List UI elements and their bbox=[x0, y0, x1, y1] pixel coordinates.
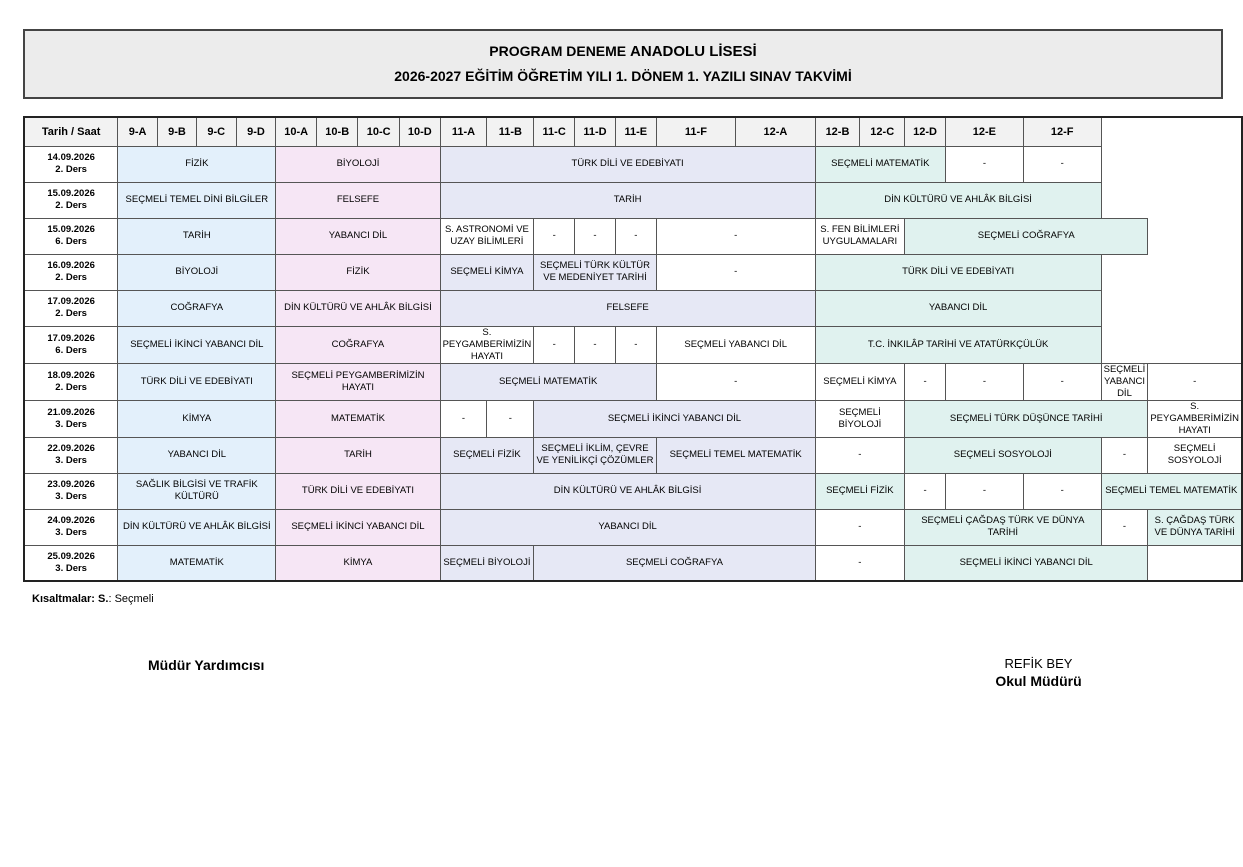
exam-period: 2. Ders bbox=[55, 200, 87, 211]
exam-subject-cell: T.C. İNKILÂP TARİHİ VE ATATÜRKÇÜLÜK bbox=[815, 326, 1101, 363]
exam-subject-cell: FELSEFE bbox=[276, 182, 440, 218]
table-row bbox=[24, 509, 1242, 545]
school-title-name: ANADOLU LİSESİ bbox=[630, 43, 757, 60]
exam-date: 24.09.2026 bbox=[47, 515, 95, 526]
exam-subject-cell: S. ASTRONOMİ VE UZAY BİLİMLERİ bbox=[440, 218, 534, 254]
exam-subject-cell: SEÇMELİ ÇAĞDAŞ TÜRK VE DÜNYA TARİHİ bbox=[905, 509, 1102, 545]
date-cell bbox=[24, 218, 118, 254]
exam-subject-cell: - bbox=[615, 326, 656, 363]
school-title bbox=[25, 43, 1221, 60]
exam-schedule-table bbox=[23, 116, 1243, 582]
exam-date: 14.09.2026 bbox=[47, 152, 95, 163]
column-header: 10-D bbox=[399, 117, 440, 146]
exam-subject-cell: SEÇMELİ MATEMATİK bbox=[815, 146, 945, 182]
exam-period: 6. Ders bbox=[55, 236, 87, 247]
exam-subject-cell: COĞRAFYA bbox=[118, 290, 276, 326]
exam-date: 15.09.2026 bbox=[47, 224, 95, 235]
date-cell bbox=[24, 437, 118, 473]
column-header: 12-C bbox=[860, 117, 905, 146]
exam-subject-cell: - bbox=[946, 363, 1024, 400]
exam-subject-cell: BİYOLOJİ bbox=[276, 146, 440, 182]
exam-subject-cell: DİN KÜLTÜRÜ VE AHLÂK BİLGİSİ bbox=[815, 182, 1101, 218]
exam-subject-cell: TARİH bbox=[440, 182, 815, 218]
exam-subject-cell: SEÇMELİ İKİNCİ YABANCI DİL bbox=[276, 509, 440, 545]
exam-subject-cell: COĞRAFYA bbox=[276, 326, 440, 363]
table-row bbox=[24, 400, 1242, 437]
exam-subject-cell: SEÇMELİ İKLİM, ÇEVRE VE YENİLİKÇİ ÇÖZÜMLER bbox=[534, 437, 656, 473]
exam-subject-cell: MATEMATİK bbox=[118, 545, 276, 581]
column-header: 10-B bbox=[316, 117, 357, 146]
exam-subject-cell: DİN KÜLTÜRÜ VE AHLÂK BİLGİSİ bbox=[276, 290, 440, 326]
exam-subject-cell: MATEMATİK bbox=[276, 400, 440, 437]
date-cell bbox=[24, 509, 118, 545]
corner-header: Tarih / Saat bbox=[24, 117, 118, 146]
exam-subject-cell: - bbox=[487, 400, 534, 437]
date-cell bbox=[24, 545, 118, 581]
exam-subject-cell: DİN KÜLTÜRÜ VE AHLÂK BİLGİSİ bbox=[440, 473, 815, 509]
exam-subject-cell: S. PEYGAMBERİMİZİN HAYATI bbox=[1148, 400, 1242, 437]
exam-subject-cell: TARİH bbox=[118, 218, 276, 254]
exam-subject-cell: - bbox=[656, 254, 815, 290]
exam-subject-cell: SEÇMELİ BİYOLOJİ bbox=[815, 400, 904, 437]
column-header: 12-E bbox=[946, 117, 1024, 146]
exam-subject-cell: SEÇMELİ KİMYA bbox=[440, 254, 534, 290]
exam-period: 2. Ders bbox=[55, 164, 87, 175]
column-header: 11-A bbox=[440, 117, 487, 146]
table-row bbox=[24, 545, 1242, 581]
exam-subject-cell: SEÇMELİ PEYGAMBERİMİZİN HAYATI bbox=[276, 363, 440, 400]
column-header: 9-D bbox=[236, 117, 276, 146]
exam-subject-cell: SEÇMELİ COĞRAFYA bbox=[534, 545, 815, 581]
principal-title: Okul Müdürü bbox=[995, 673, 1082, 689]
exam-subject-cell: - bbox=[905, 473, 946, 509]
column-header: 11-C bbox=[534, 117, 575, 146]
exam-subject-cell: SEÇMELİ TEMEL MATEMATİK bbox=[656, 437, 815, 473]
exam-subject-cell: - bbox=[1023, 146, 1101, 182]
column-header: 11-F bbox=[656, 117, 735, 146]
exam-subject-cell: SEÇMELİ KİMYA bbox=[815, 363, 904, 400]
exam-subject-cell: SEÇMELİ YABANCI DİL bbox=[1101, 363, 1148, 400]
exam-subject-cell: SEÇMELİ İKİNCİ YABANCI DİL bbox=[905, 545, 1148, 581]
exam-subject-cell: YABANCI DİL bbox=[276, 218, 440, 254]
exam-date: 17.09.2026 bbox=[47, 296, 95, 307]
exam-subject-cell: FİZİK bbox=[118, 146, 276, 182]
school-title-prefix: PROGRAM DENEME bbox=[489, 43, 627, 59]
exam-subject-cell: - bbox=[440, 400, 487, 437]
date-cell bbox=[24, 473, 118, 509]
exam-subject-cell: TÜRK DİLİ VE EDEBİYATI bbox=[440, 146, 815, 182]
exam-subject-cell: YABANCI DİL bbox=[815, 290, 1101, 326]
date-cell bbox=[24, 146, 118, 182]
exam-subject-cell: SEÇMELİ TEMEL MATEMATİK bbox=[1101, 473, 1242, 509]
exam-subject-cell: - bbox=[946, 473, 1024, 509]
column-header: 9-A bbox=[118, 117, 158, 146]
exam-subject-cell: - bbox=[534, 326, 575, 363]
column-header: 12-D bbox=[905, 117, 946, 146]
exam-subject-cell: - bbox=[575, 218, 616, 254]
exam-date: 25.09.2026 bbox=[47, 550, 95, 562]
exam-subject-cell: S. FEN BİLİMLERİ UYGULAMALARI bbox=[815, 218, 904, 254]
exam-subject-cell: - bbox=[1101, 437, 1148, 473]
exam-subject-cell: YABANCI DİL bbox=[118, 437, 276, 473]
exam-subject-cell: SEÇMELİ YABANCI DİL bbox=[656, 326, 815, 363]
column-header: 10-C bbox=[358, 117, 399, 146]
exam-calendar-title: 2026-2027 EĞİTİM ÖĞRETİM YILI 1. DÖNEM 1. YAZILI SINAV TAKVİMİ bbox=[394, 68, 852, 84]
exam-subject-cell: - bbox=[1148, 363, 1242, 400]
column-header: 9-C bbox=[196, 117, 236, 146]
exam-subject-cell: SEÇMELİ TEMEL DİNİ BİLGİLER bbox=[118, 182, 276, 218]
exam-date: 18.09.2026 bbox=[47, 369, 95, 381]
exam-subject-cell: - bbox=[575, 326, 616, 363]
exam-subject-cell: - bbox=[815, 545, 904, 581]
exam-subject-cell: FELSEFE bbox=[440, 290, 815, 326]
table-row bbox=[24, 326, 1242, 363]
table-row bbox=[24, 473, 1242, 509]
exam-subject-cell: TARİH bbox=[276, 437, 440, 473]
abbreviation-key: S. bbox=[98, 593, 109, 605]
exam-period: 3. Ders bbox=[55, 418, 87, 430]
date-cell bbox=[24, 182, 118, 218]
exam-subject-cell: KİMYA bbox=[118, 400, 276, 437]
exam-subject-cell: - bbox=[815, 509, 904, 545]
exam-subject-cell: SEÇMELİ İKİNCİ YABANCI DİL bbox=[534, 400, 815, 437]
exam-subject-cell: SAĞLIK BİLGİSİ VE TRAFİK KÜLTÜRÜ bbox=[118, 473, 276, 509]
exam-period: 3. Ders bbox=[55, 562, 87, 574]
exam-subject-cell: SEÇMELİ İKİNCİ YABANCI DİL bbox=[118, 326, 276, 363]
vice-principal-signature: Müdür Yardımcısı bbox=[148, 657, 265, 673]
table-row bbox=[24, 363, 1242, 400]
table-row bbox=[24, 146, 1242, 182]
column-header: 11-B bbox=[487, 117, 534, 146]
column-header: 9-B bbox=[157, 117, 196, 146]
exam-date: 15.09.2026 bbox=[47, 188, 95, 199]
exam-subject-cell: S. PEYGAMBERİMİZİN HAYATI bbox=[440, 326, 534, 363]
exam-period: 2. Ders bbox=[55, 272, 87, 283]
date-cell bbox=[24, 400, 118, 437]
exam-subject-cell: SEÇMELİ FİZİK bbox=[815, 473, 904, 509]
exam-subject-cell: - bbox=[1023, 473, 1101, 509]
exam-date: 23.09.2026 bbox=[47, 479, 95, 490]
column-header: 11-D bbox=[575, 117, 616, 146]
exam-period: 6. Ders bbox=[55, 344, 87, 356]
exam-period: 3. Ders bbox=[55, 455, 87, 466]
exam-subject-cell: SEÇMELİ SOSYOLOJİ bbox=[905, 437, 1102, 473]
exam-period: 3. Ders bbox=[55, 527, 87, 538]
exam-subject-cell: - bbox=[1023, 363, 1101, 400]
exam-subject-cell: TÜRK DİLİ VE EDEBİYATI bbox=[118, 363, 276, 400]
exam-subject-cell: - bbox=[615, 218, 656, 254]
document-header bbox=[23, 29, 1223, 99]
exam-subject-cell: SEÇMELİ MATEMATİK bbox=[440, 363, 656, 400]
exam-subject-cell: SEÇMELİ BİYOLOJİ bbox=[440, 545, 534, 581]
table-row bbox=[24, 437, 1242, 473]
exam-subject-cell: - bbox=[905, 363, 946, 400]
abbreviations-note bbox=[32, 593, 154, 605]
exam-subject-cell: SEÇMELİ SOSYOLOJİ bbox=[1148, 437, 1242, 473]
table-header-row bbox=[24, 117, 1242, 146]
exam-subject-cell: FİZİK bbox=[276, 254, 440, 290]
abbreviation-value: : Seçmeli bbox=[108, 593, 154, 605]
exam-period: 2. Ders bbox=[55, 308, 87, 319]
date-cell bbox=[24, 363, 118, 400]
exam-subject-cell: TÜRK DİLİ VE EDEBİYATI bbox=[276, 473, 440, 509]
exam-date: 22.09.2026 bbox=[47, 443, 95, 454]
exam-date: 17.09.2026 bbox=[47, 332, 95, 344]
exam-subject-cell: YABANCI DİL bbox=[440, 509, 815, 545]
exam-subject-cell: SEÇMELİ COĞRAFYA bbox=[905, 218, 1148, 254]
table-row bbox=[24, 290, 1242, 326]
exam-subject-cell: - bbox=[1101, 509, 1148, 545]
exam-subject-cell: SEÇMELİ FİZİK bbox=[440, 437, 534, 473]
exam-period: 3. Ders bbox=[55, 491, 87, 502]
exam-subject-cell: KİMYA bbox=[276, 545, 440, 581]
column-header: 11-E bbox=[615, 117, 656, 146]
exam-subject-cell: S. ÇAĞDAŞ TÜRK VE DÜNYA TARİHİ bbox=[1148, 509, 1242, 545]
exam-subject-cell: - bbox=[534, 218, 575, 254]
date-cell bbox=[24, 254, 118, 290]
exam-subject-cell: SEÇMELİ TÜRK KÜLTÜR VE MEDENİYET TARİHİ bbox=[534, 254, 656, 290]
exam-subject-cell: BİYOLOJİ bbox=[118, 254, 276, 290]
exam-subject-cell: DİN KÜLTÜRÜ VE AHLÂK BİLGİSİ bbox=[118, 509, 276, 545]
exam-period: 2. Ders bbox=[55, 381, 87, 393]
table-row bbox=[24, 182, 1242, 218]
date-cell bbox=[24, 290, 118, 326]
abbreviations-label: Kısaltmalar: bbox=[32, 593, 95, 605]
table-row bbox=[24, 254, 1242, 290]
exam-date: 21.09.2026 bbox=[47, 406, 95, 418]
exam-subject-cell: - bbox=[946, 146, 1024, 182]
exam-subject-cell: - bbox=[656, 218, 815, 254]
column-header: 10-A bbox=[276, 117, 317, 146]
exam-subject-cell: - bbox=[815, 437, 904, 473]
column-header: 12-B bbox=[815, 117, 860, 146]
table-row bbox=[24, 218, 1242, 254]
principal-name: REFİK BEY bbox=[1004, 656, 1073, 671]
exam-subject-cell: - bbox=[656, 363, 815, 400]
exam-date: 16.09.2026 bbox=[47, 260, 95, 271]
date-cell bbox=[24, 326, 118, 363]
column-header: 12-F bbox=[1023, 117, 1101, 146]
exam-subject-cell: SEÇMELİ TÜRK DÜŞÜNCE TARİHİ bbox=[905, 400, 1148, 437]
exam-subject-cell: TÜRK DİLİ VE EDEBİYATI bbox=[815, 254, 1101, 290]
column-header: 12-A bbox=[736, 117, 816, 146]
principal-signature bbox=[900, 656, 1177, 689]
